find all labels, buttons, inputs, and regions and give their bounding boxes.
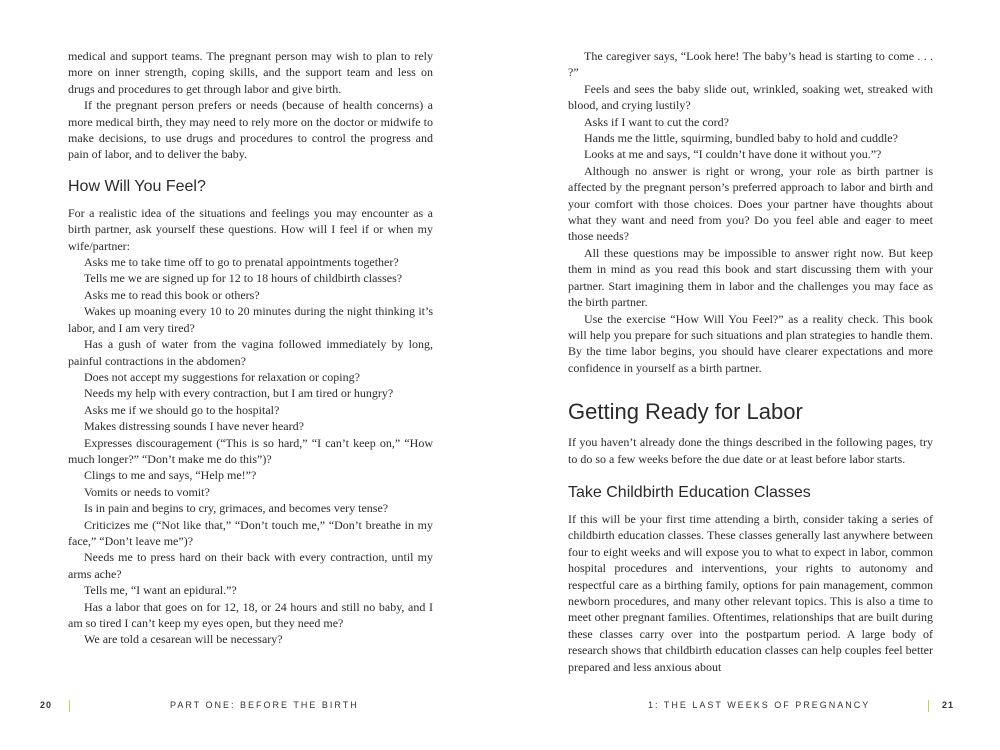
question-item: The caregiver says, “Look here! The baby’s head is starting to come . . . ?” <box>568 49 933 80</box>
question-item: Asks me to take time off to go to prenatal appointments together? <box>84 255 399 270</box>
question-item: Has a gush of water from the vagina followed immediately by long, painful contractions in the abdomen? <box>68 337 433 368</box>
intro-paragraph: For a realistic idea of the situations and feelings you may encounter as a birth partner, ask yourself these questions. How will I feel if or when my wife/partner: <box>68 205 433 253</box>
body-paragraph: medical and support teams. The pregnant person may wish to plan to rely more on inner strength, coping skills, and the support team and less on drugs and procedures to get through labor and give birth. <box>68 49 433 96</box>
question-item: Criticizes me (“Not like that,” “Don’t touch me,” “Don’t breathe in my face,” “Don’t leave me”)? <box>68 517 433 548</box>
question-list <box>68 254 433 648</box>
question-item: Clings to me and says, “Help me!”? <box>84 468 257 483</box>
question-item: Needs me to press hard on their back with every contraction, until my arms ache? <box>68 550 433 581</box>
body-paragraph: All these questions may be impossible to answer right now. But keep them in mind as you read this book and start discussing them with your partner. Start imagining them in labor and the challenges you may face as the birth partner. <box>568 245 933 310</box>
question-item: We are told a cesarean will be necessary? <box>84 632 283 647</box>
question-item: Has a labor that goes on for 12, 18, or 24 hours and still no baby, and I am so tired I can’t keep my eyes open, but they need me? <box>68 599 433 630</box>
question-item: Is in pain and begins to cry, grimaces, and becomes very tense? <box>84 501 389 516</box>
footer-divider <box>928 700 929 712</box>
question-item: Asks me to read this book or others? <box>84 287 260 302</box>
question-item: Wakes up moaning every 10 to 20 minutes during the night thinking it’s labor, and I am very tired? <box>68 304 433 335</box>
right-page-number: 21 <box>942 700 955 710</box>
chapter-section-heading: Getting Ready for Labor <box>568 399 803 425</box>
section-heading: How Will You Feel? <box>68 177 206 195</box>
question-item: Hands me the little, squirming, bundled baby to hold and cuddle? <box>584 131 898 146</box>
footer-divider <box>69 700 70 712</box>
subsection-paragraph: If this will be your first time attending a birth, consider taking a series of childbirth education classes. These classes generally last anywhere between four to eight weeks and will expose you to what to expect in labor, common hospital procedures and interventions, your rights to autonomy and respectful care as a birthing family, options for pain management, common newborn procedures, and many other relevant topics. This is also a time to meet other pregnant families. Oftentimes, relationships that are built during these classes carry over into the postpartum period. A large body of research shows that childbirth education classes can help couples feel better prepared and less anxious about <box>568 511 933 674</box>
left-page <box>68 48 433 648</box>
question-item: Feels and sees the baby slide out, wrinkled, soaking wet, streaked with blood, and crying lustily? <box>568 81 933 113</box>
question-item: Makes distressing sounds I have never heard? <box>84 419 304 434</box>
question-item: Vomits or needs to vomit? <box>84 484 210 499</box>
body-paragraph: If the pregnant person prefers or needs (because of health concerns) a more medical birth, they may need to rely more on the doctor or midwife to make decisions, to use drugs and procedures to control the progress and pain of labor, and to deliver the baby. <box>68 98 433 162</box>
question-item: Asks me if we should go to the hospital? <box>84 402 280 417</box>
question-item: Expresses discouragement (“This is so hard,” “I can’t keep on,” “How much longer?” “Don’t make me do this”)? <box>68 435 433 466</box>
left-running-head: PART ONE: BEFORE THE BIRTH <box>170 700 359 710</box>
body-paragraph: Although no answer is right or wrong, your role as birth partner is affected by the pregnant person’s preferred approach to labor and birth and your comfort with those choices. Does your partner have thoughts about what they want and need from you? Do you feel able and eager to meet those needs? <box>568 163 933 244</box>
body-paragraph: Use the exercise “How Will You Feel?” as a reality check. This book will help you prepare for such situations and plan strategies to handle them. By the time labor begins, you should have clearer expectations and more confidence in yourself as a birth partner. <box>568 311 933 375</box>
question-item: Tells me, “I want an epidural.”? <box>84 583 237 598</box>
question-item: Asks if I want to cut the cord? <box>584 114 729 129</box>
right-page <box>568 48 933 675</box>
question-item: Looks at me and says, “I couldn’t have done it without you.”? <box>584 147 882 162</box>
question-item: Does not accept my suggestions for relaxation or coping? <box>84 369 360 384</box>
right-running-head: 1: THE LAST WEEKS OF PREGNANCY <box>648 700 871 710</box>
section-intro: If you haven’t already done the things described in the following pages, try to do so a few weeks before the due date or at least before labor starts. <box>568 435 933 466</box>
subsection-heading: Take Childbirth Education Classes <box>568 483 811 501</box>
question-item: Needs my help with every contraction, but I am tired or hungry? <box>84 386 394 401</box>
left-page-number: 20 <box>40 700 53 710</box>
question-item: Tells me we are signed up for 12 to 18 hours of childbirth classes? <box>84 271 403 286</box>
